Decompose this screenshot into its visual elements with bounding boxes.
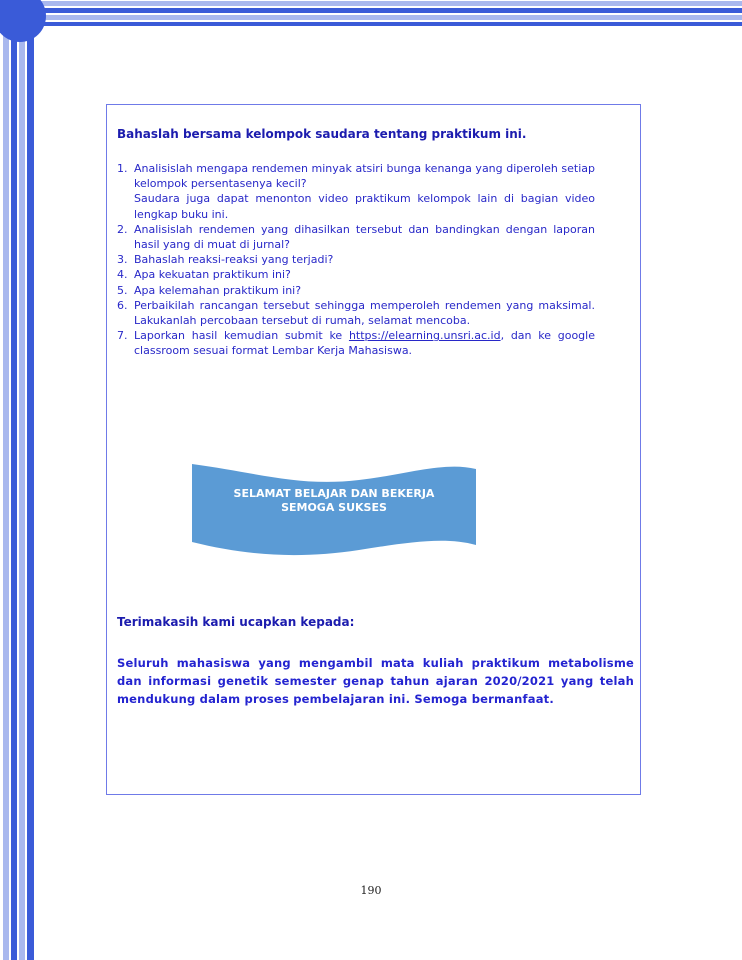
task-item-5 [117,283,595,298]
banner-text [189,487,479,515]
task-text [134,328,595,358]
banner-line-2: SEMOGA SUKSES [281,501,387,514]
top-decorative-band [0,0,742,32]
task-number: 2. [117,222,128,236]
page-number: 190 [360,884,382,897]
task-text: Bahaslah reaksi-reaksi yang terjadi? [134,253,334,267]
acknowledgement-body: Seluruh mahasiswa yang mengambil mata kuliah praktikum metabolisme dan informasi genetik semester genap tahun ajaran 2020/2021 yang telah mendukung dalam proses pembelajaran ini. Semoga bermanfaat. [117,656,634,706]
task-item-4 [117,267,595,282]
task-text: Perbaikilah rancangan tersebut sehingga memperoleh rendemen yang maksimal. Lakukanlah percobaan tersebut di rumah, selamat mencoba. [134,298,595,328]
task-text: Apa kelemahan praktikum ini? [134,283,302,297]
task-number: 6. [117,298,128,312]
task-number: 5. [117,283,128,297]
task-text-after-link: , dan ke google classroom sesuai format Lembar Kerja Mahasiswa. [134,329,595,358]
left-decorative-band [0,0,40,960]
task-text: Analisislah mengapa rendemen minyak atsiri bunga kenanga yang diperoleh setiap kelompok persentasenya kecil? [134,162,595,191]
task-item-2 [117,222,595,252]
task-number: 3. [117,253,128,267]
acknowledgement-heading: Terimakasih kami ucapkan kepada: [117,615,355,629]
task-item-6 [117,298,595,328]
task-text-before-link: Laporkan hasil kemudian submit ke [134,329,349,343]
task-text: Saudara juga dapat menonton video praktikum kelompok lain di bagian video lengkap buku ini. [134,192,595,221]
task-item-3 [117,252,595,267]
discussion-heading: Bahaslah bersama kelompok saudara tentang praktikum ini. [117,127,527,141]
banner-line-1: SELAMAT BELAJAR DAN BEKERJA [233,487,435,500]
task-number: 1. [117,162,128,175]
discussion-task-list [117,161,595,359]
elearning-link[interactable]: https://elearning.unsri.ac.id [348,329,501,343]
task-item-7 [117,328,595,358]
task-text: Analisislah rendemen yang dihasilkan tersebut dan bandingkan dengan laporan hasil yang di muat di jurnal? [134,222,595,252]
task-number: 7. [117,329,128,343]
content-box [106,104,641,795]
task-item-1 [117,161,595,222]
task-number: 4. [117,268,128,282]
task-text: Apa kekuatan praktikum ini? [134,268,291,282]
